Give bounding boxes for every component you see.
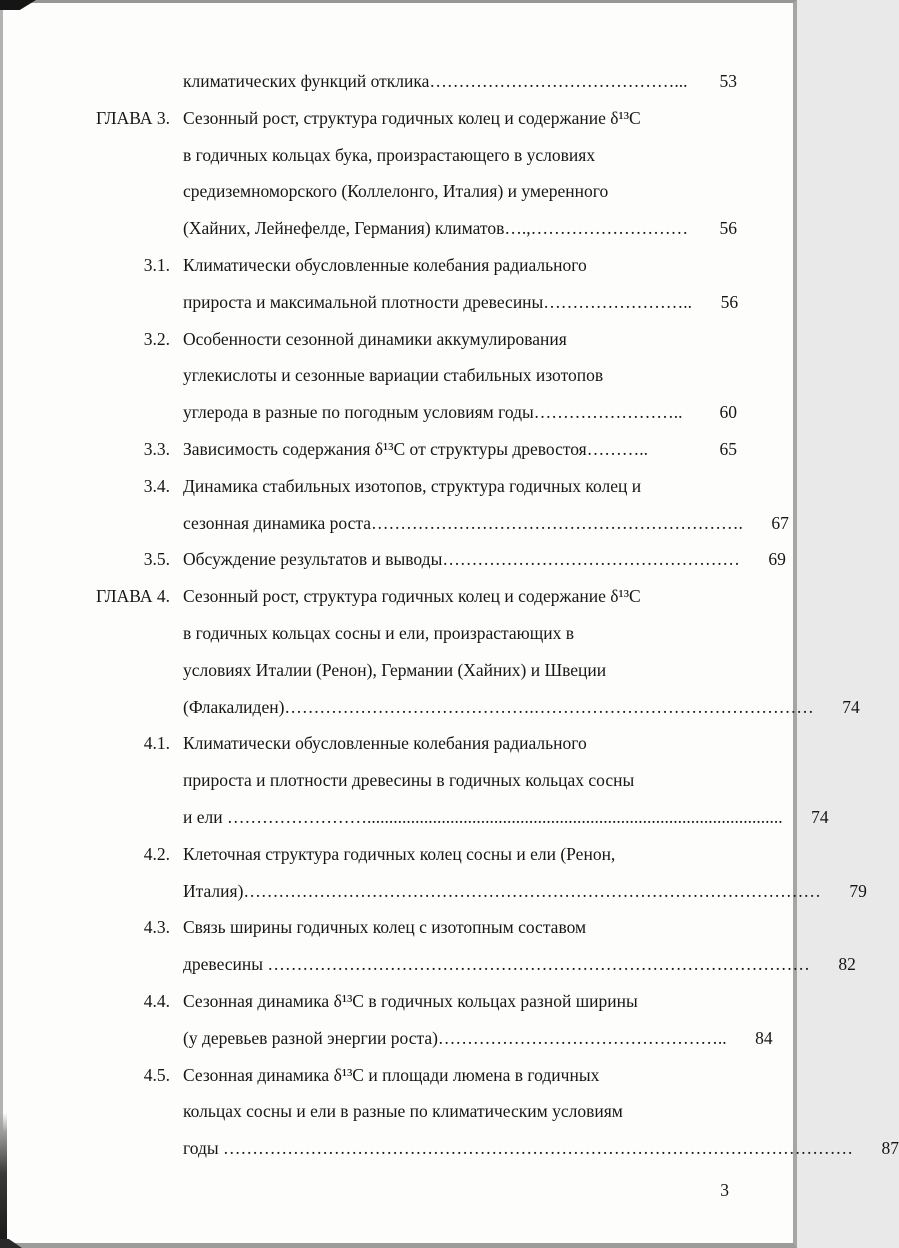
toc-line: Климатически обусловленные колебания радиального [183,254,587,275]
toc-line: углекислоты и сезонные вариации стабильных изотопов [183,365,604,386]
toc-line: Климатически обусловленные колебания радиального [183,733,587,754]
toc-line: условиях Италии (Ренон), Германии (Хайних) и Швеции [183,659,607,680]
entry-label: 3.3. [143,438,170,459]
toc-entry [87,431,737,468]
entry-text [183,1057,853,1167]
toc-line: сезонная динамика роста………………………………………………………. [183,512,743,533]
toc-line: Сезонный рост, структура годичных колец и содержание δ¹³C [183,586,641,607]
entry-label [87,63,183,100]
toc-line: (у деревьев разной энергии роста)………………………………………….. [183,1027,727,1048]
entry-text [183,541,740,578]
scan-artifact-bottom-left-corner [0,1239,22,1248]
entry-label: 3.1. [143,254,170,275]
toc-line: в годичных кольцах сосны и ели, произрастающих в [183,622,574,643]
page-number: 3 [720,1180,729,1200]
entry-label: 3.4. [143,475,170,496]
entry-label: 4.3. [143,917,170,938]
toc-line: прироста и максимальной плотности древесины…………………….. [183,291,693,312]
toc-line: Особенности сезонной динамики аккумулирования [183,328,567,349]
toc-line: прироста и плотности древесины в годичных кольцах сосны [183,770,635,791]
entry-page-number: 67 [771,512,789,533]
toc-line: (Флакалиден)…………………………………….………………………………………… [183,696,814,717]
entry-label: 4.5. [143,1064,170,1085]
table-of-contents [87,63,899,1167]
entry-text [183,321,691,431]
toc-entry [87,1057,899,1167]
toc-line: Клеточная структура годичных колец сосны и ели (Ренон, [183,843,616,864]
toc-entry [87,247,737,321]
entry-page-number: 74 [842,696,860,717]
toc-line: древесины ………………………………………………………………………………… [183,954,810,975]
toc-line: и ели ……………………............................................................................................... [183,806,783,827]
entry-label: 3.2. [143,328,170,349]
toc-line: годы ……………………………………………………………………………………………… [183,1138,854,1159]
entry-text [183,725,783,835]
entry-text [183,468,743,542]
entry-page-number: 56 [720,291,739,312]
toc-line: Зависимость содержания δ¹³C от структуры древостоя……….. [183,438,648,459]
entry-page-number: 69 [768,549,786,570]
toc-line: Сезонная динамика δ¹³C и площади люмена в годичных [183,1064,600,1085]
scan-artifact-bottom-left [0,1113,7,1248]
toc-line: углерода в разные по погодным условиям годы…………………….. [183,402,683,423]
toc-line: климатических функций отклика……………………………………... [183,71,688,91]
toc-entry [87,541,786,578]
toc-entry [87,983,773,1057]
entry-label: 3.5. [143,549,170,570]
entry-label: 4.1. [143,733,170,754]
toc-entry [87,836,867,910]
toc-line: Сезонный рост, структура годичных колец и содержание δ¹³C [183,107,641,128]
toc-entry [87,100,737,247]
toc-entry [87,909,856,983]
entry-label: ГЛАВА 3. [95,107,170,128]
entry-text [183,983,727,1057]
toc-entry [87,63,737,100]
toc-entry [87,578,860,725]
entry-text [183,100,691,247]
toc-entry [87,468,789,542]
entry-page-number: 87 [881,1138,899,1159]
entry-label: ГЛАВА 4. [95,586,170,607]
toc-line: Италия)……………………………………………………………………………………… [183,880,821,901]
scan-artifact-top-left [0,0,36,10]
entry-label: 4.2. [143,843,170,864]
toc-line: (Хайних, Лейнефелде, Германия) климатов….,……………………… [183,218,689,239]
entry-text [183,836,821,910]
entry-page-number: 65 [719,438,737,459]
entry-text [183,247,692,321]
entry-text [183,63,691,100]
entry-page-number: 82 [838,954,856,975]
entry-text [183,909,810,983]
toc-line: средиземноморского (Коллелонго, Италия) и умеренного [183,181,609,202]
toc-entry [87,725,829,835]
toc-line: Сезонная динамика δ¹³C в годичных кольцах разной ширины [183,990,638,1011]
toc-line: Обсуждение результатов и выводы…………………………………………… [183,549,740,570]
entry-page-number: 74 [811,806,829,827]
toc-line: кольцах сосны и ели в разные по климатическим условиям [183,1101,623,1122]
toc-line: Динамика стабильных изотопов, структура годичных колец и [183,475,642,496]
entry-page-number: 79 [849,880,867,901]
entry-page-number: 60 [719,402,737,423]
entry-text [183,578,814,725]
toc-line: в годичных кольцах бука, произрастающего в условиях [183,144,596,165]
entry-page-number: 53 [719,71,737,91]
toc-entry [87,321,737,431]
entry-text [183,431,691,468]
toc-line: Связь ширины годичных колец с изотопным составом [183,917,587,938]
entry-page-number: 84 [755,1027,773,1048]
entry-page-number: 56 [719,218,737,239]
entry-label: 4.4. [143,990,170,1011]
